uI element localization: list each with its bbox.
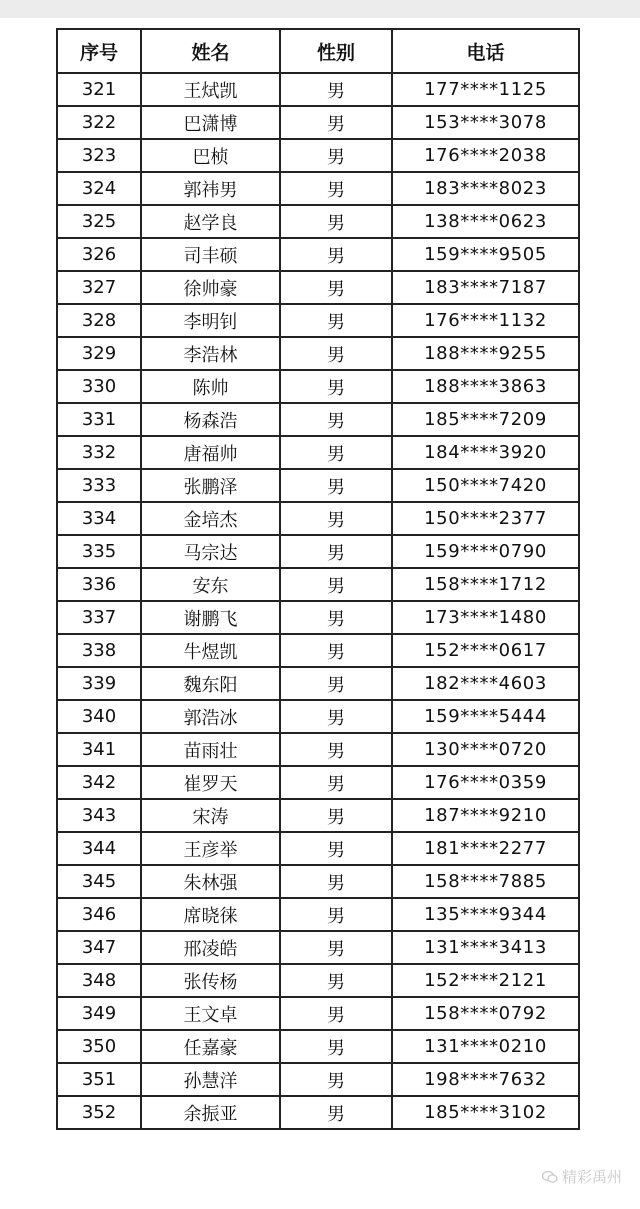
cell-number: 345 xyxy=(57,865,141,898)
cell-number: 341 xyxy=(57,733,141,766)
cell-number: 326 xyxy=(57,238,141,271)
table-row xyxy=(57,799,579,832)
cell-number: 328 xyxy=(57,304,141,337)
cell-phone: 173****1480 xyxy=(392,601,579,634)
table-row xyxy=(57,1030,579,1063)
cell-gender: 男 xyxy=(280,700,392,733)
table-row xyxy=(57,667,579,700)
column-header-gender: 性别 xyxy=(280,29,392,73)
cell-name: 司丰硕 xyxy=(141,238,280,271)
cell-phone: 188****3863 xyxy=(392,370,579,403)
cell-name: 谢鹏飞 xyxy=(141,601,280,634)
cell-phone: 158****0792 xyxy=(392,997,579,1030)
cell-phone: 150****7420 xyxy=(392,469,579,502)
table-row xyxy=(57,535,579,568)
cell-number: 325 xyxy=(57,205,141,238)
cell-gender: 男 xyxy=(280,436,392,469)
cell-number: 339 xyxy=(57,667,141,700)
cell-number: 347 xyxy=(57,931,141,964)
table-row xyxy=(57,733,579,766)
cell-name: 安东 xyxy=(141,568,280,601)
cell-gender: 男 xyxy=(280,733,392,766)
table-row xyxy=(57,832,579,865)
cell-number: 321 xyxy=(57,73,141,106)
cell-number: 349 xyxy=(57,997,141,1030)
table-row xyxy=(57,370,579,403)
table-row xyxy=(57,139,579,172)
cell-gender: 男 xyxy=(280,832,392,865)
table-row xyxy=(57,205,579,238)
cell-phone: 176****2038 xyxy=(392,139,579,172)
cell-name: 王彦举 xyxy=(141,832,280,865)
table-row xyxy=(57,1063,579,1096)
table-row xyxy=(57,403,579,436)
cell-phone: 183****8023 xyxy=(392,172,579,205)
table-row xyxy=(57,238,579,271)
cell-number: 348 xyxy=(57,964,141,997)
cell-gender: 男 xyxy=(280,931,392,964)
cell-gender: 男 xyxy=(280,535,392,568)
cell-phone: 152****2121 xyxy=(392,964,579,997)
cell-number: 323 xyxy=(57,139,141,172)
cell-gender: 男 xyxy=(280,634,392,667)
table-row xyxy=(57,502,579,535)
cell-name: 席晓徕 xyxy=(141,898,280,931)
cell-gender: 男 xyxy=(280,1030,392,1063)
cell-phone: 158****7885 xyxy=(392,865,579,898)
cell-phone: 185****7209 xyxy=(392,403,579,436)
cell-number: 334 xyxy=(57,502,141,535)
cell-name: 任嘉豪 xyxy=(141,1030,280,1063)
cell-phone: 184****3920 xyxy=(392,436,579,469)
cell-name: 王烒凯 xyxy=(141,73,280,106)
cell-number: 322 xyxy=(57,106,141,139)
cell-name: 余振亚 xyxy=(141,1096,280,1129)
cell-name: 朱林强 xyxy=(141,865,280,898)
cell-phone: 159****0790 xyxy=(392,535,579,568)
cell-name: 张鹏泽 xyxy=(141,469,280,502)
column-header-number: 序号 xyxy=(57,29,141,73)
cell-name: 魏东阳 xyxy=(141,667,280,700)
table-row xyxy=(57,865,579,898)
roster-table xyxy=(56,28,580,1130)
cell-number: 352 xyxy=(57,1096,141,1129)
cell-gender: 男 xyxy=(280,106,392,139)
cell-gender: 男 xyxy=(280,238,392,271)
cell-gender: 男 xyxy=(280,73,392,106)
table-row xyxy=(57,964,579,997)
cell-name: 张传杨 xyxy=(141,964,280,997)
column-header-phone: 电话 xyxy=(392,29,579,73)
cell-name: 李明钊 xyxy=(141,304,280,337)
cell-gender: 男 xyxy=(280,1063,392,1096)
cell-phone: 150****2377 xyxy=(392,502,579,535)
cell-name: 唐福帅 xyxy=(141,436,280,469)
cell-number: 346 xyxy=(57,898,141,931)
cell-gender: 男 xyxy=(280,766,392,799)
cell-name: 徐帅豪 xyxy=(141,271,280,304)
cell-phone: 181****2277 xyxy=(392,832,579,865)
cell-gender: 男 xyxy=(280,601,392,634)
cell-gender: 男 xyxy=(280,997,392,1030)
table-row xyxy=(57,997,579,1030)
table-row xyxy=(57,469,579,502)
cell-phone: 138****0623 xyxy=(392,205,579,238)
table-row xyxy=(57,172,579,205)
cell-name: 孙慧洋 xyxy=(141,1063,280,1096)
cell-number: 340 xyxy=(57,700,141,733)
table-row xyxy=(57,898,579,931)
cell-number: 327 xyxy=(57,271,141,304)
table-row xyxy=(57,73,579,106)
cell-phone: 131****0210 xyxy=(392,1030,579,1063)
cell-name: 苗雨壮 xyxy=(141,733,280,766)
cell-phone: 153****3078 xyxy=(392,106,579,139)
cell-number: 335 xyxy=(57,535,141,568)
cell-name: 马宗达 xyxy=(141,535,280,568)
cell-number: 330 xyxy=(57,370,141,403)
table-row xyxy=(57,1096,579,1129)
cell-phone: 158****1712 xyxy=(392,568,579,601)
cell-number: 337 xyxy=(57,601,141,634)
cell-name: 巴潇博 xyxy=(141,106,280,139)
header-row xyxy=(57,29,579,73)
cell-phone: 198****7632 xyxy=(392,1063,579,1096)
cell-name: 王文卓 xyxy=(141,997,280,1030)
cell-phone: 152****0617 xyxy=(392,634,579,667)
cell-phone: 177****1125 xyxy=(392,73,579,106)
cell-gender: 男 xyxy=(280,964,392,997)
table-row xyxy=(57,766,579,799)
table-row xyxy=(57,568,579,601)
cell-gender: 男 xyxy=(280,304,392,337)
cell-gender: 男 xyxy=(280,799,392,832)
cell-phone: 185****3102 xyxy=(392,1096,579,1129)
cell-phone: 182****4603 xyxy=(392,667,579,700)
cell-gender: 男 xyxy=(280,271,392,304)
table-row xyxy=(57,436,579,469)
table-row xyxy=(57,271,579,304)
cell-phone: 131****3413 xyxy=(392,931,579,964)
cell-number: 331 xyxy=(57,403,141,436)
cell-name: 李浩林 xyxy=(141,337,280,370)
cell-gender: 男 xyxy=(280,469,392,502)
cell-name: 杨森浩 xyxy=(141,403,280,436)
table-row xyxy=(57,601,579,634)
cell-name: 陈帅 xyxy=(141,370,280,403)
cell-number: 343 xyxy=(57,799,141,832)
cell-name: 邢凌皓 xyxy=(141,931,280,964)
cell-name: 巴桢 xyxy=(141,139,280,172)
cell-number: 338 xyxy=(57,634,141,667)
cell-name: 牛煜凯 xyxy=(141,634,280,667)
cell-gender: 男 xyxy=(280,1096,392,1129)
cell-phone: 130****0720 xyxy=(392,733,579,766)
cell-number: 336 xyxy=(57,568,141,601)
cell-number: 332 xyxy=(57,436,141,469)
cell-number: 344 xyxy=(57,832,141,865)
table-row xyxy=(57,634,579,667)
cell-name: 金培杰 xyxy=(141,502,280,535)
cell-number: 333 xyxy=(57,469,141,502)
watermark xyxy=(542,1166,622,1187)
cell-gender: 男 xyxy=(280,139,392,172)
watermark-text: 精彩禹州 xyxy=(561,1168,622,1186)
cell-gender: 男 xyxy=(280,502,392,535)
cell-gender: 男 xyxy=(280,370,392,403)
cell-gender: 男 xyxy=(280,403,392,436)
cell-phone: 176****0359 xyxy=(392,766,579,799)
cell-phone: 176****1132 xyxy=(392,304,579,337)
cell-name: 郭浩冰 xyxy=(141,700,280,733)
cell-name: 郭祎男 xyxy=(141,172,280,205)
cell-name: 崔罗天 xyxy=(141,766,280,799)
table-row xyxy=(57,337,579,370)
cell-phone: 135****9344 xyxy=(392,898,579,931)
table-row xyxy=(57,106,579,139)
table-body xyxy=(57,73,579,1129)
cell-gender: 男 xyxy=(280,865,392,898)
cell-gender: 男 xyxy=(280,172,392,205)
cell-gender: 男 xyxy=(280,898,392,931)
column-header-name: 姓名 xyxy=(141,29,280,73)
table-row xyxy=(57,304,579,337)
cell-name: 赵学良 xyxy=(141,205,280,238)
cell-phone: 159****9505 xyxy=(392,238,579,271)
cell-number: 329 xyxy=(57,337,141,370)
cell-gender: 男 xyxy=(280,667,392,700)
cell-gender: 男 xyxy=(280,568,392,601)
cell-phone: 187****9210 xyxy=(392,799,579,832)
cell-gender: 男 xyxy=(280,337,392,370)
cell-number: 342 xyxy=(57,766,141,799)
top-band xyxy=(0,0,640,18)
cell-number: 324 xyxy=(57,172,141,205)
wechat-chat-icon xyxy=(542,1170,558,1184)
cell-gender: 男 xyxy=(280,205,392,238)
cell-name: 宋涛 xyxy=(141,799,280,832)
cell-phone: 188****9255 xyxy=(392,337,579,370)
cell-number: 351 xyxy=(57,1063,141,1096)
table-row xyxy=(57,700,579,733)
table-row xyxy=(57,931,579,964)
cell-number: 350 xyxy=(57,1030,141,1063)
cell-phone: 183****7187 xyxy=(392,271,579,304)
cell-phone: 159****5444 xyxy=(392,700,579,733)
